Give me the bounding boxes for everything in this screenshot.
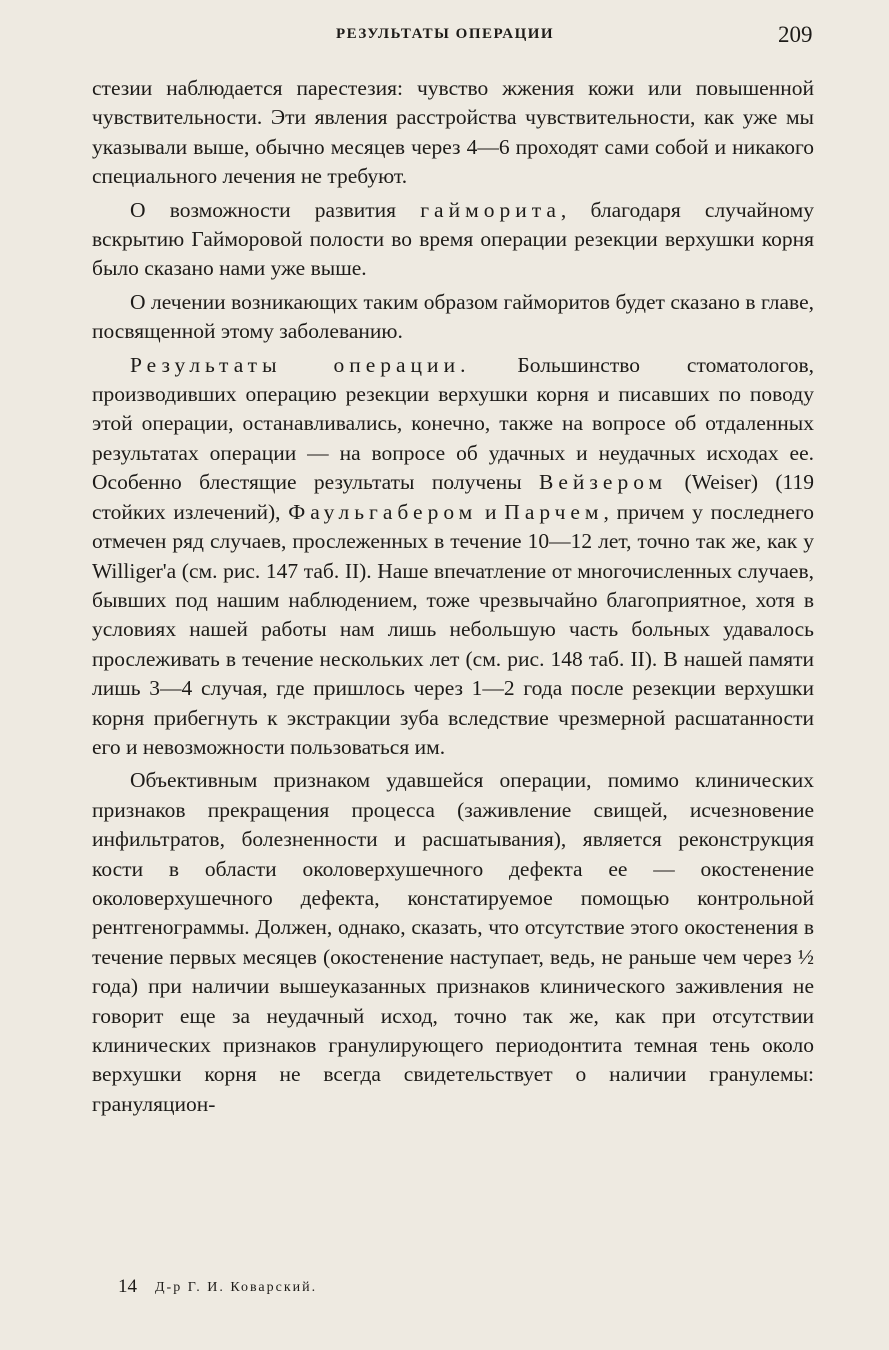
paragraph bbox=[92, 196, 814, 284]
text-run: стезии наблюдается парестезия: чувство жжения кожи или повышенной чувствительности. Эти явления расстройства чувствительности, как уже мы указывали выше, обычно месяцев через 4—6 проходят сами собой и никакого специального лечения не требуют. bbox=[92, 76, 814, 189]
spaced-emphasis: Фаульгабером bbox=[288, 499, 478, 524]
text-run: и bbox=[477, 499, 505, 524]
text-run: Объективным признаком удавшейся операции, помимо клинических признаков прекращения процесса (заживление свищей, исчезновение инфильтратов, болезненности и расшатывания), является реконструкция кости в области околоверхушечного дефекта ее — окостенение околоверхушечного дефекта, констатируемое помощью контрольной рентгенограммы. Должен, однако, сказать, что отсутствие этого окостенения в течение первых месяцев (окостенение наступает, ведь, не раньше чем через ½ года) при наличии вышеуказанных признаков клинического заживления не говорит еще за неудачный исход, точно так же, как при отсутствии клинических признаков гранулирующего периодонтита темная тень около верхушки корня не всегда свидетельствует о наличии гранулемы: грануляцион- bbox=[92, 768, 814, 1116]
signature-text: Д-р Г. И. Коварский. bbox=[155, 1280, 318, 1295]
spaced-emphasis: Вейзером bbox=[539, 470, 668, 495]
spaced-emphasis: Парчем bbox=[504, 499, 604, 524]
paragraph bbox=[92, 74, 814, 192]
body-text bbox=[92, 74, 814, 1119]
spaced-emphasis: гайморита bbox=[420, 197, 561, 222]
running-title: РЕЗУЛЬТАТЫ ОПЕРАЦИИ bbox=[336, 26, 555, 42]
text-run: О лечении возникающих таким образом гайморитов будет сказано в главе, посвященной этому заболеванию. bbox=[92, 289, 814, 344]
text-run: Большинство стоматологов, производивших операцию резекции верхушки корня и писавших по поводу этой операции, останавливались, конечно, также на вопросе об отдаленных результатах операции — на вопросе об удачных и неудачных исходах ее. Особенно блестящие результаты получены bbox=[92, 352, 814, 495]
paragraph bbox=[92, 288, 814, 347]
paragraph bbox=[92, 766, 814, 1119]
text-run: , причем у последнего отмечен ряд случаев, прослеженных в течение 10—12 лет, точно так же, как у Williger'a (см. рис. 147 таб. II). Наше впечатление от многочисленных случаев, бывших под нашим наблюдением, тоже чрезвычайно благоприятное, хотя в условиях нашей работы нам лишь небольшую часть больных удавалось прослеживать в течение нескольких лет (см. рис. 148 таб. II). В нашей памяти лишь 3—4 случая, где пришлось через 1—2 года после резекции верхушки корня прибегнуть к экстракции зуба вследствие чрезмерной расшатанности его и невозможности пользоваться им. bbox=[92, 499, 814, 759]
signature-number: 14 bbox=[118, 1276, 137, 1297]
spaced-emphasis: Результаты операции. bbox=[130, 352, 471, 377]
text-run: , благодаря случайному вскрытию Гайморовой полости во время операции резекции верхушки корня было сказано нами уже выше. bbox=[92, 197, 814, 281]
text-run: (Weiser) (119 стойких излечений), bbox=[92, 470, 815, 524]
paragraph bbox=[92, 351, 814, 763]
text-run: О возможности развития bbox=[130, 197, 421, 222]
page-number: 209 bbox=[778, 22, 813, 47]
